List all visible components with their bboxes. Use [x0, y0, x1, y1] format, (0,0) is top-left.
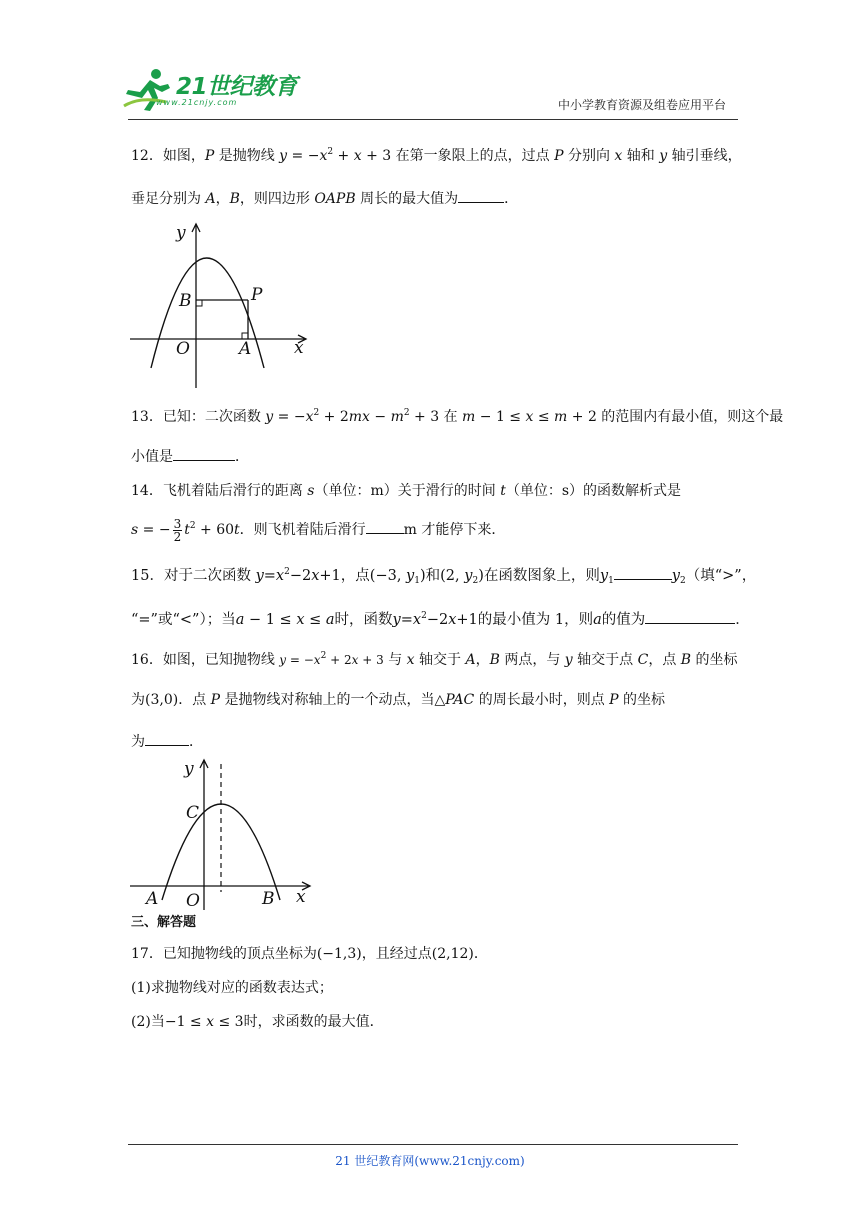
q16-text: 为	[131, 692, 145, 708]
q16-line1	[131, 650, 738, 670]
q15-function: $y=x^2-2x+1$	[392, 611, 478, 628]
q15-text: 的值为	[601, 612, 646, 628]
q13-text: 13．已知：二次函数	[131, 409, 266, 425]
q13-line1	[131, 407, 783, 427]
header-tagline: 中小学教育资源及组卷应用平台	[557, 98, 726, 112]
q12-quad: OAPB	[314, 191, 356, 207]
q14-line1	[131, 481, 681, 501]
q16-var: P	[609, 692, 619, 708]
q16-point-b: (3,0)	[145, 692, 179, 708]
q12-text: 分别向	[563, 148, 615, 164]
logo-text: 21世纪教育	[176, 74, 298, 100]
logo-subtext: www.21cnjy.com	[156, 98, 238, 107]
label-o: O	[176, 339, 190, 359]
label-c: C	[186, 803, 200, 823]
q16-text: 轴交于点	[572, 652, 638, 668]
q16-var: A	[465, 652, 476, 668]
footer-divider	[128, 1144, 738, 1145]
q15-text: 的最小值为 1，则	[477, 612, 594, 628]
q16-text: 轴交于	[414, 652, 466, 668]
q14-answer-blank[interactable]	[366, 519, 404, 534]
q17-text: 17．已知抛物线的顶点坐标为	[131, 946, 317, 962]
label-x: x	[296, 887, 306, 907]
q12-text: 12．如图，	[131, 148, 205, 164]
q14-text: （单位：m）关于滑行的时间	[314, 483, 501, 499]
q12-text: 周长的最大值为	[355, 191, 459, 207]
footer-link[interactable]: 21 世纪教育网(www.21cnjy.com)	[335, 1154, 525, 1168]
q12-var-a: A	[205, 191, 216, 207]
q16-text: 与	[383, 652, 407, 668]
q17-part1: (1)求抛物线对应的函数表达式；	[131, 980, 333, 996]
q12-text: 是抛物线	[214, 148, 280, 164]
q13-text: 小值是	[131, 449, 173, 465]
q16-text: ．	[189, 734, 203, 750]
q15-text: 15．对于二次函数	[131, 568, 256, 584]
q16-var: P	[210, 692, 221, 708]
q12-var-x: x	[614, 148, 623, 164]
q16-text: 为	[131, 734, 145, 750]
q12-text: ．	[504, 191, 519, 207]
label-b: B	[179, 291, 192, 311]
q12-text: 轴引垂线，	[667, 148, 742, 164]
q15-text: 和	[425, 568, 441, 584]
q14-text: m 才能停下来．	[403, 522, 506, 538]
q12-text: 轴和	[622, 148, 660, 164]
label-y: y	[184, 759, 194, 779]
q16-text: 的周长最小时，则点	[474, 692, 610, 708]
q17-vertex: (−1,3)	[316, 946, 362, 962]
q16-var: y	[564, 652, 573, 668]
q14-text: ．则飞机着陆后滑行	[239, 522, 366, 538]
label-b: B	[262, 889, 275, 909]
q16-text: ．点	[178, 692, 211, 708]
q16-text: 的坐标	[618, 692, 666, 708]
q12-text: ，则四边形	[239, 191, 315, 207]
q17-text: ．	[473, 946, 488, 962]
q15-line2: “=”或“<”）；当a − 1 ≤ x ≤ a时，函数$y=x^2-2x+1$的最小值为 1，则a的值为 ．	[131, 611, 750, 628]
label-p: P	[251, 285, 263, 305]
q17-text: (2)当	[131, 1014, 165, 1030]
q14-line2	[131, 515, 505, 545]
q17-text: ，且经过点	[361, 946, 432, 962]
q15-compare-blank[interactable]	[614, 565, 672, 580]
q17-point: (2,12)	[431, 946, 474, 962]
q15-text: 时，函数	[334, 612, 393, 628]
q16-text: 是抛物线对称轴上的一个动点，当	[220, 692, 435, 708]
q16-text: 两点，与	[499, 652, 565, 668]
q13-text: 在	[439, 409, 463, 425]
q13-line2	[131, 446, 249, 467]
header-divider	[128, 119, 738, 120]
q12-var-p: P	[554, 148, 564, 164]
q12-line2	[131, 188, 518, 209]
q15-text: ，点	[340, 568, 370, 584]
q15-text: （填“>”，	[685, 568, 757, 584]
q16-text: ，	[475, 652, 490, 668]
label-a: A	[146, 889, 159, 909]
q15-function: $y=x^2-2x+1$	[255, 567, 341, 584]
q16-var: C	[637, 652, 649, 668]
right-angle-b-icon	[196, 300, 202, 306]
q14-text: 14．飞机着陆后滑行的距离	[131, 483, 308, 499]
q14-var-s: s	[307, 483, 315, 499]
q13-function: $y = -x^2 + 2mx - m^2 + 3$	[265, 408, 440, 425]
q16-answer-blank[interactable]	[145, 731, 189, 746]
q16-triangle: △PAC	[434, 692, 475, 708]
q17-text: 时，求函数的最大值．	[243, 1014, 384, 1030]
label-x: x	[294, 338, 304, 358]
q12-figure	[126, 218, 316, 393]
q12-answer-blank[interactable]	[458, 188, 504, 203]
q12-text: 在第一象限上的点，过点	[395, 148, 555, 164]
q16-line3	[131, 731, 203, 752]
q17-part2	[131, 1012, 384, 1032]
q14-fraction: $\frac{3}{2}$	[173, 516, 182, 544]
q12-line1: 12．如图，P 是抛物线 $y = -x^2 + x + 3$ 在第一象限上的点，过点 P 分别向 x 轴和 y 轴引垂线，	[131, 147, 742, 164]
q12-equation: y	[279, 148, 288, 164]
q14-text: （单位：s）的函数解析式是	[505, 483, 682, 499]
q15-text: ．	[735, 612, 750, 628]
q12-var-y: y	[659, 148, 668, 164]
q16-text: 16．如图，已知抛物线	[131, 652, 280, 668]
q16-var: B	[489, 652, 500, 668]
q13-text: ．	[235, 449, 249, 465]
q16-var: x	[406, 652, 415, 668]
q16-function: $y = -x^2 + 2x + 3$	[279, 651, 384, 667]
label-y: y	[176, 223, 186, 243]
q16-var: B	[680, 652, 692, 668]
label-a: A	[239, 339, 252, 359]
q13-range: m − 1 ≤ x ≤ m + 2	[462, 409, 597, 425]
q16-figure	[126, 756, 320, 912]
q15-point-1: (−3, $y_1$)	[369, 568, 426, 586]
label-o: O	[186, 891, 200, 911]
site-logo	[120, 66, 310, 116]
q13-answer-blank[interactable]	[173, 446, 235, 461]
q15-text: “=”或“<”）；当	[131, 612, 236, 628]
page-header	[120, 66, 740, 126]
q12-text: ，	[215, 191, 230, 207]
q12-text: 垂足分别为	[131, 191, 206, 207]
q17-range: −1 ≤ x ≤ 3	[164, 1014, 244, 1030]
q13-text: 的范围内有最小值，则这个最	[596, 409, 784, 425]
q12-var-p: P	[204, 148, 215, 164]
q16-text: 的坐标	[691, 652, 738, 668]
q15-line1: 15．对于二次函数 $y=x^2-2x+1$，点(−3, $y_1$)和(2, $y_2$)在函数图象上，则$y_1$ $y_2$（填“>”，	[131, 567, 757, 586]
q14-function: s = − $\frac{3}{2}$ $t^2 + 60t$	[131, 516, 240, 544]
q12-var-b: B	[229, 191, 240, 207]
q15-point-2: (2, $y_2$)	[440, 568, 484, 586]
q16-line2	[131, 690, 665, 710]
section-heading: 三、解答题	[131, 915, 197, 930]
q15-text: 在函数图象上，则	[483, 568, 600, 584]
q17-line1	[131, 944, 488, 964]
q16-text: ，点	[648, 652, 681, 668]
q14-var-t: t	[500, 483, 506, 499]
q15-answer-blank[interactable]	[645, 609, 735, 624]
q15-range: a − 1 ≤ x ≤ a	[235, 612, 335, 628]
